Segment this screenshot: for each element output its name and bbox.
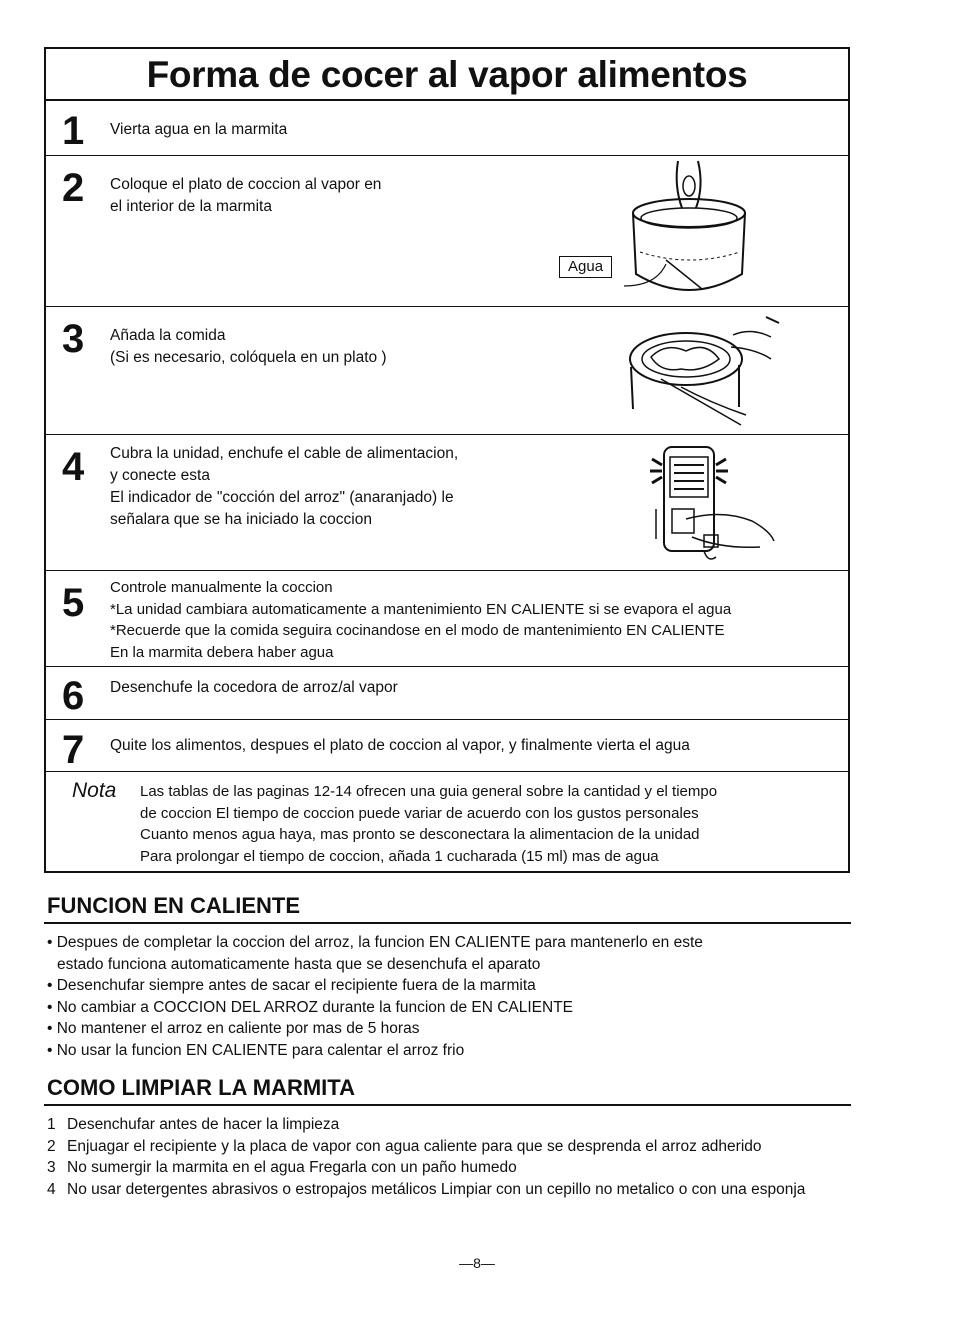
list-item: • No mantener el arroz en caliente por mas de 5 horas	[47, 1020, 420, 1037]
cleaning-heading: COMO LIMPIAR LA MARMITA	[47, 1075, 355, 1100]
step-text: Cubra la unidad, enchufe el cable de alimentacion, y conecte esta El indicador de "cocción del arroz" (anaranjado) le señalara que se ha iniciado la coccion	[110, 445, 459, 528]
step-5	[46, 571, 848, 667]
control-panel-illustration	[642, 439, 782, 569]
step-text: Quite los alimentos, despues el plato de coccion al vapor, y finalmente vierta el agua	[110, 737, 690, 754]
pot-with-water-illustration	[556, 156, 756, 306]
list-item: • No usar la funcion EN CALIENTE para calentar el arroz frio	[47, 1041, 465, 1059]
step-text: Vierta agua en la marmita	[110, 121, 288, 138]
list-item: • No cambiar a COCCION DEL ARROZ durante la funcion de EN CALIENTE	[47, 998, 574, 1016]
page-title: Forma de cocer al vapor alimentos	[46, 49, 848, 101]
step-number: 2	[62, 166, 85, 210]
adding-food-illustration	[621, 307, 781, 435]
step-1	[46, 101, 848, 156]
list-item: estado funciona automaticamente hasta que se desenchufa el aparato	[57, 955, 541, 973]
step-7	[46, 720, 848, 772]
step-number: 7	[62, 728, 85, 772]
list-item: 4 No usar detergentes abrasivos o estropajos metálicos Limpiar con un cepillo no metalico o con una esponja	[47, 1180, 806, 1198]
step-number: 5	[62, 581, 85, 625]
step-number: 6	[62, 674, 85, 718]
warm-function-heading: FUNCION EN CALIENTE	[47, 893, 300, 918]
list-item: 2 Enjuagar el recipiente y la placa de vapor con agua caliente para que se desprenda el arroz adherido	[47, 1137, 762, 1155]
cleaning-list	[47, 1114, 862, 1200]
note-label: Nota	[72, 779, 117, 802]
divider	[44, 922, 851, 924]
step-text: Controle manualmente la coccion *La unidad cambiara automaticamente a mantenimiento EN CALIENTE si se evapora el agua *Recuerde que la comida seguira cocinandose en el modo de mantenimiento EN CALIENTE En la marmita debera haber agua	[110, 579, 732, 661]
step-6	[46, 667, 848, 720]
instructions-box	[44, 47, 850, 873]
list-item: • Desenchufar siempre antes de sacar el recipiente fuera de la marmita	[47, 977, 536, 994]
note-text: Las tablas de las paginas 12-14 ofrecen una guia general sobre la cantidad y el tiempo de coccion El tiempo de coccion puede variar de acuerdo con los gustos personales Cuanto menos agua haya, mas pronto se desconectara la alimentacion de la unidad Para prolongar el tiempo de coccion, añada 1 cucharada (15 ml) mas de agua	[140, 783, 718, 865]
list-item: 3 No sumergir la marmita en el agua Fregarla con un paño humedo	[47, 1159, 517, 1176]
step-4	[46, 435, 848, 571]
step-3	[46, 307, 848, 435]
list-item: • Despues de completar la coccion del arroz, la funcion EN CALIENTE para mantenerlo en este	[47, 934, 703, 951]
page-number: —8—	[459, 1255, 495, 1271]
step-2	[46, 156, 848, 307]
step-text: Desenchufe la cocedora de arroz/al vapor	[110, 679, 398, 696]
step-text: Coloque el plato de coccion al vapor en el interior de la marmita	[110, 176, 382, 215]
divider	[44, 1104, 851, 1106]
step-number: 3	[62, 317, 85, 361]
step-number: 4	[62, 445, 85, 489]
water-label: Agua	[559, 256, 612, 278]
warm-function-list	[47, 932, 703, 1061]
step-text: Añada la comida (Si es necesario, colóquela en un plato )	[110, 327, 387, 366]
list-item: 1 Desenchufar antes de hacer la limpieza	[47, 1116, 340, 1133]
step-number: 1	[62, 109, 85, 153]
